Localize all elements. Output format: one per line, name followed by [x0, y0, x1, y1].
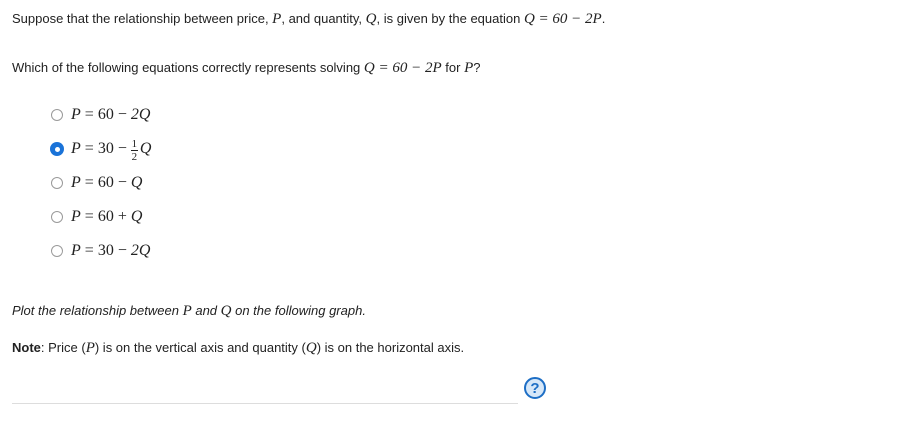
option-operator: +: [117, 208, 127, 225]
option-constant: 60: [97, 174, 114, 191]
fraction-numerator: 1: [131, 137, 138, 150]
note-end: ) is on the horizontal axis.: [316, 340, 465, 355]
question-prompt-text: Which of the following equations correctly represents solving: [12, 60, 364, 75]
radio-button[interactable]: [51, 245, 63, 257]
answer-option-4[interactable]: [51, 200, 151, 234]
question-prompt: [12, 60, 480, 77]
option-label: [71, 138, 151, 161]
option-lhs: P: [71, 208, 81, 225]
option-operator: −: [117, 242, 127, 259]
option-operator: −: [117, 174, 127, 191]
answer-options: [51, 98, 151, 268]
radio-button[interactable]: [51, 177, 63, 189]
var-p: P: [464, 60, 474, 76]
option-constant: 60: [97, 106, 114, 123]
option-eq-sign: =: [84, 106, 94, 123]
option-operator: −: [117, 140, 127, 157]
plot-instruction-mid: and: [191, 303, 221, 318]
answer-option-5[interactable]: [51, 234, 151, 268]
fraction: [131, 139, 138, 162]
option-term: Q: [139, 140, 152, 157]
help-label: ?: [530, 379, 540, 397]
question-prompt-mid: for: [441, 60, 465, 75]
option-label: [71, 106, 150, 124]
help-icon[interactable]: [524, 377, 546, 399]
plot-instruction-text: Plot the relationship between: [12, 303, 183, 318]
var-p: P: [272, 11, 282, 27]
answer-option-2[interactable]: [51, 132, 151, 166]
note-label: Note: [12, 340, 41, 355]
option-term: Q: [130, 174, 143, 191]
note-text: : Price (: [40, 340, 86, 355]
radio-button[interactable]: [51, 211, 63, 223]
option-lhs: P: [71, 242, 81, 259]
answer-option-1[interactable]: [51, 98, 151, 132]
equation: Q = 60 − 2P: [363, 60, 442, 76]
question-intro: [12, 11, 605, 28]
var-p: P: [85, 340, 95, 356]
radio-button[interactable]: [51, 109, 63, 121]
option-term: 2Q: [130, 242, 151, 259]
fraction-denominator: 2: [131, 150, 138, 163]
option-term: Q: [130, 208, 143, 225]
question-intro-text: Suppose that the relationship between price,: [12, 11, 273, 26]
note: [12, 340, 464, 357]
equation: Q = 60 − 2P: [523, 11, 602, 27]
note-mid: ) is on the vertical axis and quantity (: [94, 340, 306, 355]
option-lhs: P: [71, 106, 81, 123]
plot-instruction: [12, 303, 366, 320]
option-term: 2Q: [130, 106, 151, 123]
var-q: Q: [365, 11, 377, 27]
option-constant: 30: [97, 242, 114, 259]
var-q: Q: [305, 340, 317, 356]
question-intro-after: , is given by the equation: [376, 11, 524, 26]
question-intro-end: .: [601, 11, 606, 26]
question-intro-mid: , and quantity,: [281, 11, 366, 26]
option-constant: 30: [97, 140, 114, 157]
question-prompt-end: ?: [473, 60, 481, 75]
option-eq-sign: =: [84, 208, 94, 225]
option-operator: −: [117, 106, 127, 123]
option-eq-sign: =: [84, 174, 94, 191]
divider: [12, 403, 518, 404]
option-label: [71, 242, 150, 260]
option-lhs: P: [71, 174, 81, 191]
answer-option-3[interactable]: [51, 166, 151, 200]
var-p: P: [182, 303, 192, 319]
option-label: [71, 208, 142, 226]
plot-instruction-end: on the following graph.: [231, 303, 366, 318]
var-q: Q: [220, 303, 232, 319]
option-label: [71, 174, 142, 192]
option-eq-sign: =: [84, 242, 94, 259]
option-eq-sign: =: [84, 140, 94, 157]
option-constant: 60: [97, 208, 114, 225]
radio-button-selected[interactable]: [50, 142, 64, 156]
option-lhs: P: [71, 140, 81, 157]
